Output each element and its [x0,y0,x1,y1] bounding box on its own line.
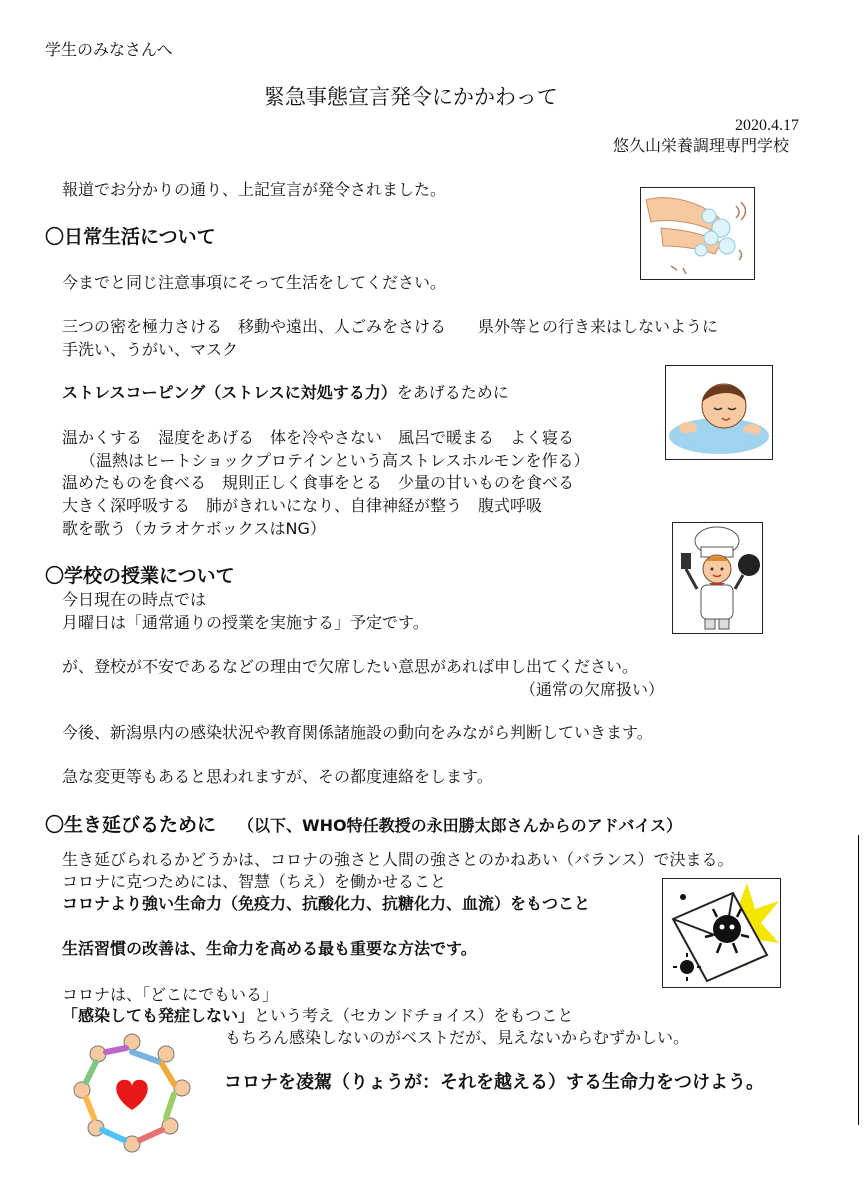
addressee: 学生のみなさんへ [45,40,173,59]
daily-item: 温めたものを食べる 規則正しく食事をとる 少量の甘いものを食べる [62,473,575,492]
school-line4: （通常の欠席扱い） [520,680,665,699]
stress-line [62,383,509,403]
survive-line6-bold: 「感染しても発症しない」 [62,1006,255,1025]
school-line5: 今後、新潟県内の感染状況や教育関係諸施設の動向をみながら判断していきます。 [62,723,653,742]
stress-rest: をあげるために [396,383,509,402]
daily-heading: 〇日常生活について [45,226,216,248]
daily-line2: 三つの密を極力さける 移動や遠出、人ごみをさける 県外等との行き来はしないように [62,317,719,336]
daily-item: 温かくする 湿度をあげる 体を冷やさない 風呂で暖まる よく寝る [62,428,575,447]
people-circle-illustration [70,1030,195,1155]
survive-heading-text: 〇生き延びるために [45,814,217,836]
daily-line3: 手洗い、うがい、マスク [62,340,239,359]
right-edge-line [858,835,859,1125]
daily-item: （温熱はヒートショックプロテインという高ストレスホルモンを作る） [80,451,590,470]
daily-item: 歌を歌う（カラオケボックスはNG） [62,519,326,538]
date: 2020.4.17 [735,117,799,134]
survive-heading-note: （以下、WHO特任教授の永田勝太郎さんからのアドバイス） [238,816,683,835]
survive-line3: コロナより強い生命力（免疫力、抗酸化力、抗糖化力、血流）をもつこと [62,894,591,913]
chef-icon [673,523,762,633]
handwash-icon [641,188,754,279]
survive-line7: もちろん感染しないのがベストだが、見えないからむずかしい。 [225,1028,690,1047]
intro-text: 報道でお分かりの通り、上記宣言が発令されました。 [62,180,447,199]
survive-line2: コロナに克つためには、智慧（ちえ）を働かせること [62,872,447,891]
virus-illustration [662,878,781,988]
school-name: 悠久山栄養調理専門学校 [613,136,790,155]
daily-item: 大きく深呼吸する 肺がきれいになり、自律神経が整う 腹式呼吸 [62,496,543,515]
bath-illustration [665,365,773,460]
school-line3: が、登校が不安であるなどの理由で欠席したい意思があれば申し出てください。 [62,657,639,676]
bath-boy-icon [666,366,772,459]
survive-line4: 生活習慣の改善は、生命力を高める最も重要な方法です。 [62,939,477,958]
chef-illustration [672,522,763,634]
daily-line1: 今までと同じ注意事項にそって生活をしてください。 [62,273,447,292]
handwash-illustration [640,187,755,280]
stress-bold: ストレスコーピング（ストレスに対処する力） [62,383,397,402]
survive-line5: コロナは、「どこにでもいる」 [62,985,279,1004]
page-title: 緊急事態宣言発令にかかわって [264,85,558,109]
survive-heading [45,813,682,838]
survive-line6-rest: という考え（セカンドチョイス）をもつこと [254,1006,574,1025]
closing-message: コロナを凌駕（りょうが：それを越える）する生命力をつけよう。 [224,1072,764,1093]
school-line2: 月曜日は「通常通りの授業を実施する」予定です。 [62,613,429,632]
school-heading: 〇学校の授業について [45,565,235,587]
survive-line6 [62,1006,573,1026]
virus-envelope-icon [663,879,780,987]
survive-line1: 生き延びられるかどうかは、コロナの強さと人間の強さとのかねあい（バランス）で決まる。 [62,850,734,869]
school-line1: 今日現在の時点では [62,590,207,609]
people-circle-heart-icon [70,1030,195,1155]
school-line6: 急な変更等もあると思われますが、その都度連絡をします。 [62,767,493,786]
